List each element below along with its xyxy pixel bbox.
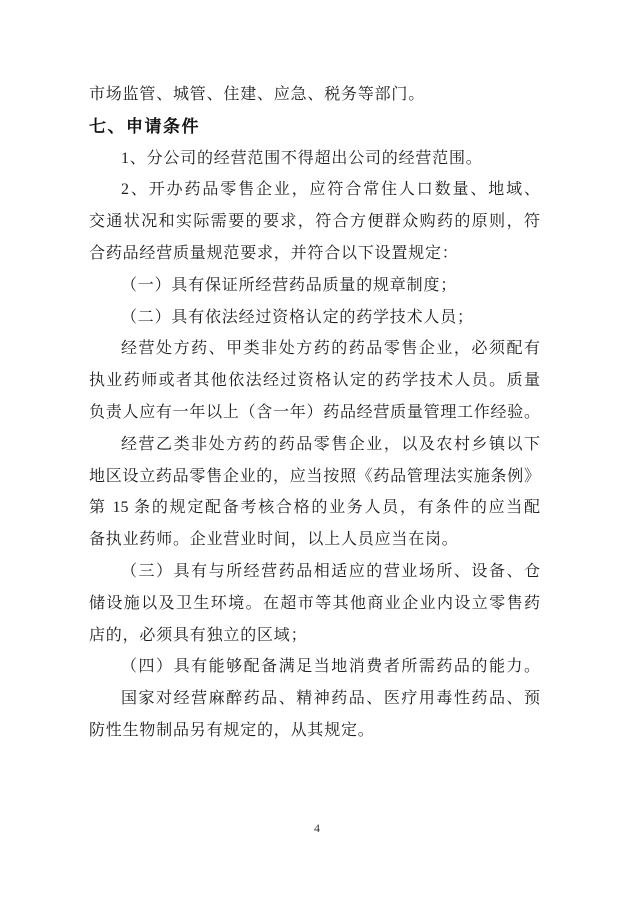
text-line: 经营乙类非处方药的药品零售企业，以及农村乡镇以下 [121, 435, 540, 453]
text-line: （三）具有与所经营药品相适应的营业场所、设备、仓 [121, 562, 540, 580]
text-line: （二）具有依法经过资格认定的药学技术人员； [121, 308, 474, 326]
text-line: 市场监管、城管、住建、应急、税务等部门。 [89, 86, 426, 103]
text-line: 负责人应有一年以上（含一年）药品经营质量管理工作经验。 [89, 403, 540, 421]
text-line: 地区设立药品零售企业的，应当按照《药品管理法实施条例》 [89, 467, 540, 485]
text-line: 交通状况和实际需要的要求，符合方便群众购药的原则，符 [89, 213, 540, 231]
text-line: 经营处方药、甲类非处方药的药品零售企业，必须配有 [121, 340, 540, 358]
text-line: 第 15 条的规定配备考核合格的业务人员，有条件的应当配 [89, 499, 540, 517]
text-line: 防性生物制品另有规定的，从其规定。 [89, 721, 375, 739]
page-number: 4 [314, 821, 320, 835]
text-line: （一）具有保证所经营药品质量的规章制度； [121, 276, 458, 294]
text-line: 合药品经营质量规范要求，并符合以下设置规定： [89, 244, 459, 262]
text-line: 2、开办药品零售企业，应符合常住人口数量、地域、 [121, 181, 540, 199]
text-line: 备执业药师。企业营业时间，以上人员应当在岗。 [89, 531, 459, 549]
text-line: （四）具有能够配备满足当地消费者所需药品的能力。 [121, 658, 540, 676]
section-heading: 七、申请条件 [89, 116, 200, 136]
text-line: 执业药师或者其他依法经过资格认定的药学技术人员。质量 [89, 372, 540, 390]
document-body [89, 79, 540, 747]
text-line: 储设施以及卫生环境。在超市等其他商业企业内设立零售药 [89, 594, 540, 612]
text-line: 店的，必须具有独立的区域； [89, 626, 308, 644]
text-line: 1、分公司的经营范围不得超出公司的经营范围。 [121, 149, 483, 167]
text-line: 国家对经营麻醉药品、精神药品、医疗用毒性药品、预 [121, 690, 540, 708]
